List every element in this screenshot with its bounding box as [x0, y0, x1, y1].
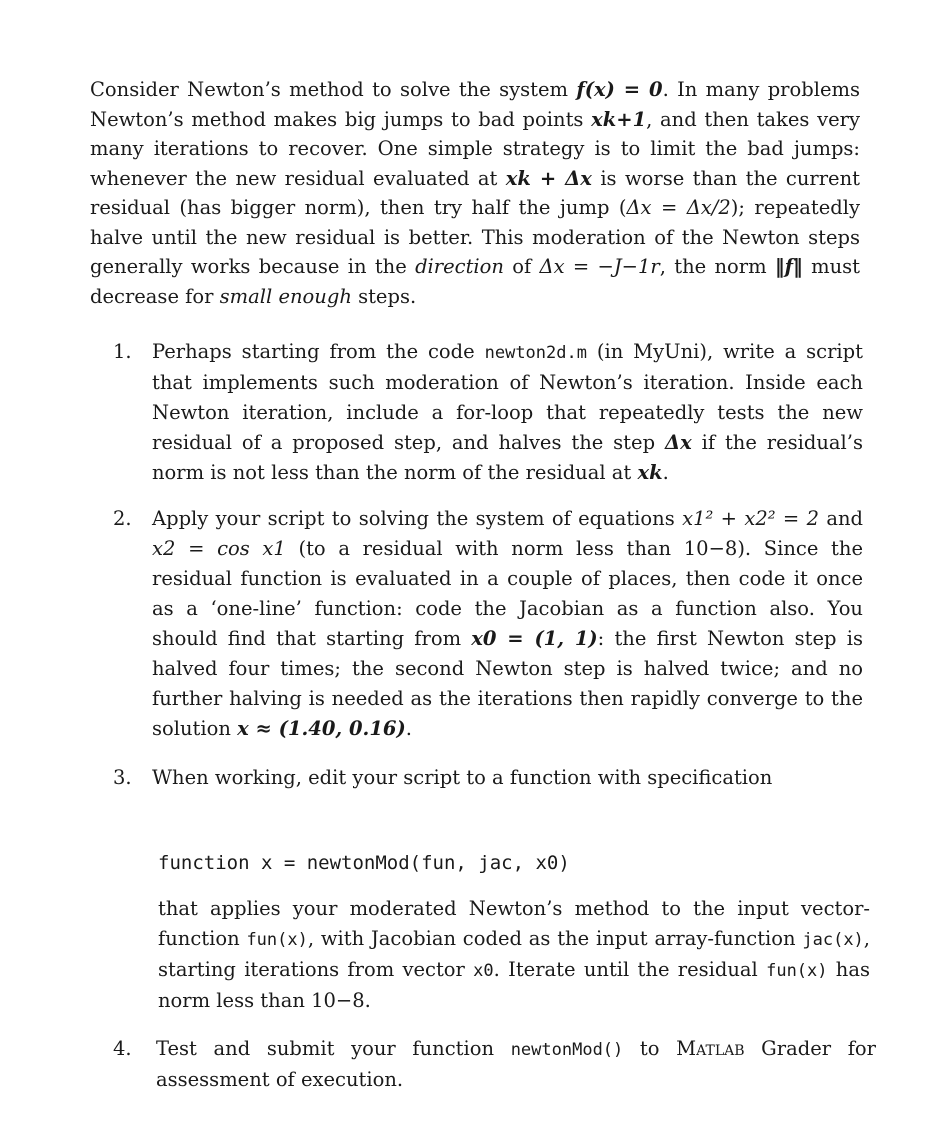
intro-text: is worse than the current residual (has bigger norm), then try half the jump ( — [90, 166, 860, 219]
item-text: if the residual’s norm is not less than the norm of the residual at — [152, 431, 863, 484]
math-xk-plus-dx: xk + Δx — [505, 166, 592, 190]
item-text: : the first Newton step is halved four times; the second Newton step is halved twice; and no further halving is needed as the iterations then rapidly converge to the solution — [152, 627, 863, 740]
intro-text: steps. — [351, 284, 417, 308]
item-body — [152, 337, 863, 488]
item-text: . — [405, 717, 412, 740]
item-text: , with Jacobian coded as the input array-function — [307, 927, 803, 950]
code-x0: x0 — [473, 961, 494, 981]
item-text: that applies your moderated Newton’s method to the input vector-function — [158, 897, 870, 950]
math-start-point: x0 = (1, 1) — [471, 627, 598, 650]
function-description — [158, 894, 870, 1016]
code-fun: fun(x) — [246, 930, 308, 950]
math-tolerance: 10−8 — [683, 537, 738, 560]
math-norm: ‖f‖ — [774, 255, 803, 278]
emphasis-small-enough: small enough — [219, 284, 352, 308]
function-signature-code: function x = newtonMod(fun, jac, x0) — [158, 852, 570, 874]
code-jac: jac(x) — [802, 930, 864, 950]
intro-text: . In many problems Newton’s method makes big jumps to bad points — [90, 78, 860, 131]
math-equation-1: x1² + x2² = 2 — [682, 507, 819, 530]
math-tolerance: 10−8 — [311, 989, 365, 1012]
item-text: . — [364, 989, 371, 1012]
emphasis-direction: direction — [415, 255, 504, 278]
math-equation-2: x2 = cos x1 — [152, 537, 286, 560]
code-function-name: newtonMod() — [510, 1040, 624, 1060]
intro-text: , and then takes very many iterations to recover. One simple strategy is to limit the bad jumps: whenever the new residual evaluated at — [90, 107, 860, 190]
item-number: 3. — [113, 766, 132, 789]
math-system: f(x) = 0 — [576, 78, 663, 101]
math-solution: x ≈ (1.40, 0.16) — [237, 717, 406, 740]
intro-text: must decrease for — [90, 255, 860, 308]
math-dx: Δx — [664, 431, 692, 454]
item-text: (to a residual with norm less than — [285, 537, 684, 560]
item-text: has norm less than — [158, 958, 870, 1012]
item-text: ). Since the residual function is evaluated in a couple of places, then code it once as a ‘one-line’ function: code the Jacobian as a function also. You should find that starting from — [152, 537, 863, 650]
item-body — [156, 1034, 876, 1095]
math-newton-direction: Δx = −J−1r — [539, 255, 660, 278]
code-fun: fun(x) — [766, 961, 828, 981]
item-body — [152, 763, 863, 793]
code-filename: newton2d.m — [484, 343, 587, 363]
item-number: 2. — [113, 507, 132, 530]
intro-text: Consider Newton’s method to solve the system — [90, 78, 577, 101]
math-halve: Δx = Δx/2 — [626, 196, 731, 219]
item-number: 1. — [113, 340, 132, 363]
item-text: . — [662, 461, 669, 484]
item-body — [152, 504, 863, 744]
intro-text: ); repeatedly halve until the new residual is better. This moderation of the Newton steps generally works because in the — [90, 196, 860, 278]
intro-text: of — [503, 255, 540, 278]
item-text: Apply your script to solving the system of equations — [152, 507, 683, 530]
item-text: Perhaps starting from the code — [152, 340, 485, 363]
intro-text: , the norm — [659, 255, 775, 278]
item-text: . Iterate until the residual — [493, 958, 767, 981]
item-text: and — [818, 507, 863, 530]
item-text: When working, edit your script to a function with specification — [152, 766, 773, 789]
brand-matlab: Matlab — [676, 1037, 745, 1060]
item-text: Test and submit your function — [156, 1037, 511, 1060]
math-xk: xk — [637, 461, 663, 484]
item-text: Grader for assessment of execution. — [156, 1037, 876, 1091]
item-text: (in MyUni), write a script that implements such moderation of Newton’s iteration. Inside each Newton iteration, include a for-loop that repeatedly tests the new residual of a proposed step, and halves the step — [152, 340, 863, 454]
item-text: to — [623, 1037, 677, 1060]
intro-paragraph — [90, 75, 860, 311]
item-number: 4. — [113, 1037, 132, 1060]
math-xk1: xk+1 — [591, 107, 647, 131]
item-text: , starting iterations from vector — [158, 927, 870, 981]
